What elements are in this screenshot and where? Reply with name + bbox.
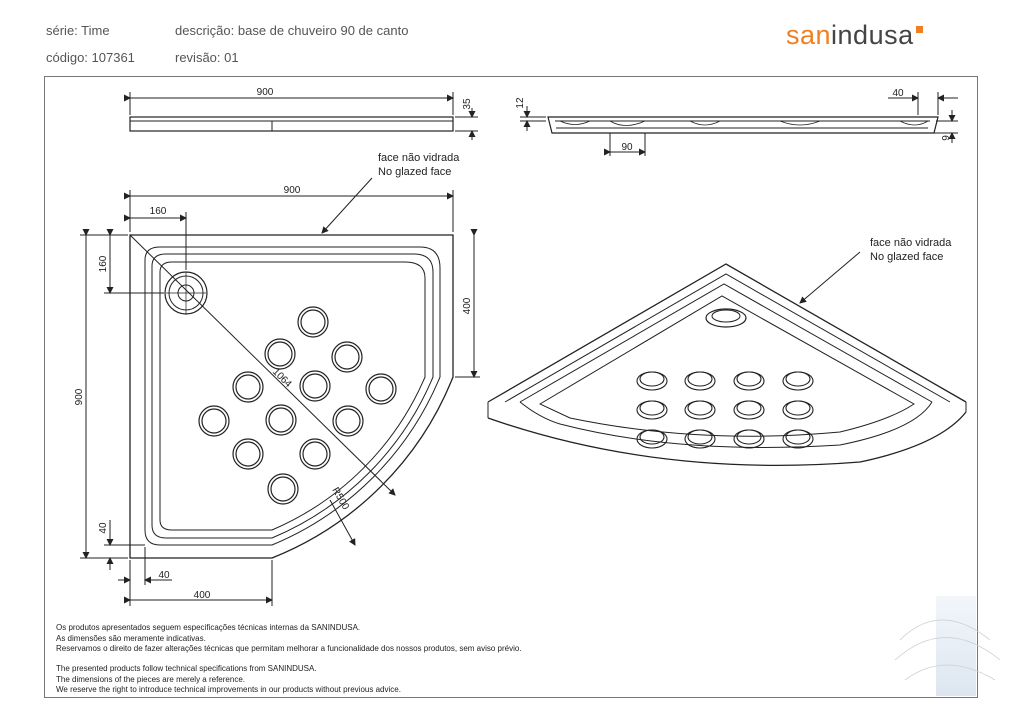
dim-plan-400y: 400: [462, 297, 473, 315]
note-en-3: We reserve the right to introduce technical improvements in our products without previous advice.: [56, 685, 401, 694]
top-view: [130, 92, 478, 140]
dim-plan-40y: 40: [98, 522, 109, 534]
note-en-2: The dimensions of the pieces are merely a reference.: [56, 674, 245, 684]
dim-plan-160y: 160: [98, 255, 109, 273]
dim-plan-width: 900: [283, 185, 301, 196]
note-pt-2: As dimensões são meramente indicativas.: [56, 633, 206, 643]
plan-view: [80, 178, 480, 606]
dim-plan-160x: 160: [149, 206, 167, 217]
dim-side-9: 9: [941, 135, 952, 141]
brand-part2: indusa: [831, 20, 914, 50]
persp-face-label-pt: face não vidrada: [870, 237, 952, 249]
perspective-view: [488, 252, 966, 465]
dim-plan-400x: 400: [193, 590, 211, 601]
note-pt-1: Os produtos apresentados seguem especificações técnicas internas da SANINDUSA.: [56, 623, 361, 632]
plan-face-label-en: No glazed face: [378, 166, 452, 178]
notes-portuguese: [56, 623, 522, 655]
dim-side-90: 90: [621, 142, 633, 153]
side-view: [520, 92, 958, 156]
serie-label: série: Time: [46, 23, 110, 38]
note-en-1: The presented products follow technical specifications from SANINDUSA.: [56, 664, 317, 673]
dim-top-width: 900: [256, 87, 274, 98]
plan-face-label-pt: face não vidrada: [378, 152, 460, 164]
codigo-label: código: 107361: [46, 50, 135, 65]
dim-plan-radius: R500: [329, 485, 351, 512]
descricao-label: descrição: base de chuveiro 90 de canto: [175, 23, 409, 38]
dim-plan-40x: 40: [158, 570, 170, 581]
dim-top-height: 35: [462, 98, 473, 110]
notes-english: [56, 664, 401, 696]
revisao-label: revisão: 01: [175, 50, 239, 65]
note-pt-3: Reservamos o direito de fazer alterações técnicas que permitam melhorar a funcionalidade dos nossos produtos, sem aviso prévio.: [56, 644, 522, 653]
dim-side-40: 40: [892, 88, 904, 99]
dim-plan-diagonal: 1064: [270, 366, 294, 390]
dim-side-12: 12: [515, 97, 526, 109]
dim-plan-900y: 900: [74, 388, 85, 406]
persp-face-label-en: No glazed face: [870, 251, 944, 263]
watermark-arcs: [895, 620, 1000, 680]
brand-part1: san: [786, 20, 832, 50]
